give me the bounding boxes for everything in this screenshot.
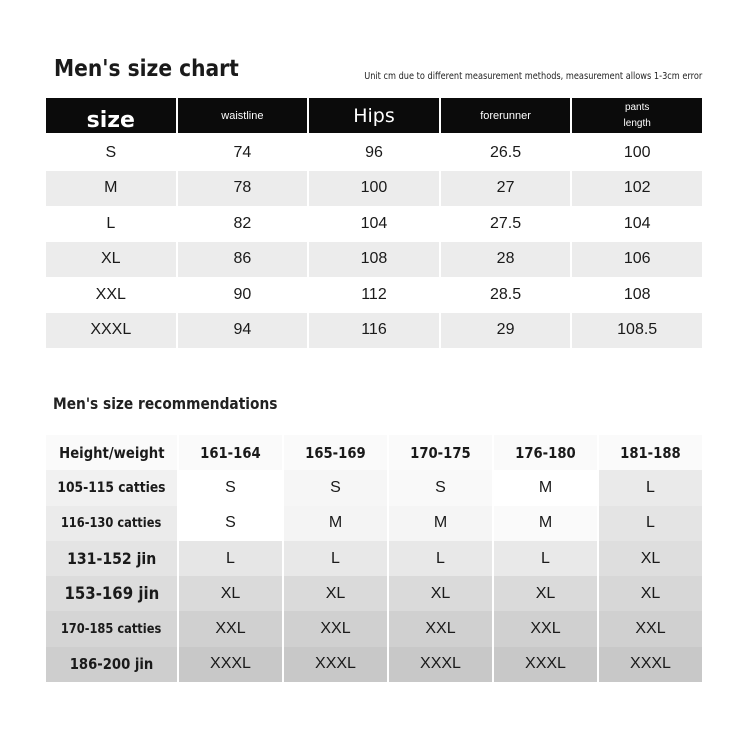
table-cell: S bbox=[179, 470, 282, 505]
table-cell: M bbox=[494, 470, 597, 505]
page-title: Men's size chart bbox=[54, 56, 239, 82]
header-height-weight bbox=[46, 435, 177, 470]
table-cell: 86 bbox=[178, 242, 308, 278]
header-label: 161-164 bbox=[200, 443, 261, 462]
header-pants-length bbox=[572, 98, 702, 133]
header-length: length bbox=[623, 117, 651, 129]
table-cell: 104 bbox=[360, 214, 388, 232]
table-cell: XL bbox=[389, 576, 492, 611]
table-cell: XXXL bbox=[46, 313, 176, 349]
header-label: 181-188 bbox=[620, 443, 681, 462]
table-cell: 106 bbox=[572, 242, 702, 278]
table-cell: 100 bbox=[309, 171, 439, 207]
header-size: size bbox=[46, 98, 176, 133]
table-row bbox=[46, 470, 702, 505]
table-cell: XL bbox=[179, 576, 282, 611]
table-row bbox=[46, 541, 702, 576]
table-cell: M bbox=[46, 171, 176, 207]
table-cell: M bbox=[284, 506, 387, 541]
row-label bbox=[46, 647, 177, 682]
table-cell: 94 bbox=[178, 313, 308, 349]
header-waistline: waistline bbox=[178, 98, 308, 133]
measurement-note: Unit cm due to different measurement methods, measurement allows 1-3cm error bbox=[363, 71, 702, 82]
table-cell: S bbox=[105, 143, 117, 161]
row-label-text: 116-130 catties bbox=[61, 515, 162, 531]
header-forerunner: forerunner bbox=[441, 98, 571, 133]
size-recommendation-table bbox=[46, 435, 702, 682]
table-cell: 96 bbox=[365, 143, 383, 161]
header-height-range bbox=[284, 435, 387, 470]
table-cell: XXL bbox=[599, 611, 702, 646]
table-cell: L bbox=[179, 541, 282, 576]
row-label-text: 170-185 catties bbox=[61, 621, 162, 637]
table-cell: 27.5 bbox=[490, 214, 522, 232]
table-row bbox=[46, 647, 702, 682]
table-cell: L bbox=[599, 470, 702, 505]
table-row bbox=[46, 576, 702, 611]
table-cell: 28.5 bbox=[490, 285, 522, 303]
row-label bbox=[46, 506, 177, 541]
row-label-text: 153-169 jin bbox=[64, 583, 159, 604]
table-cell: XXL bbox=[494, 611, 597, 646]
table-cell: 102 bbox=[572, 171, 702, 207]
header-height-range bbox=[179, 435, 282, 470]
table-cell: XXXL bbox=[179, 647, 282, 682]
recommendations-title: Men's size recommendations bbox=[53, 394, 278, 413]
table-cell: L bbox=[389, 541, 492, 576]
table-cell: 104 bbox=[623, 214, 651, 232]
table-cell: 26.5 bbox=[490, 143, 522, 161]
row-label bbox=[46, 611, 177, 646]
table-cell: XXL bbox=[389, 611, 492, 646]
table-row bbox=[46, 611, 702, 646]
table-row bbox=[46, 206, 702, 242]
table-cell: XXL bbox=[179, 611, 282, 646]
size-chart-table bbox=[46, 98, 702, 348]
table-cell: 29 bbox=[441, 313, 571, 349]
table-cell: XXL bbox=[95, 285, 126, 303]
row-label bbox=[46, 541, 177, 576]
table-cell: XL bbox=[46, 242, 176, 278]
header-height-range bbox=[494, 435, 597, 470]
header-label: 176-180 bbox=[515, 443, 576, 462]
size-chart-header-row bbox=[46, 98, 702, 133]
table-cell: 108.5 bbox=[572, 313, 702, 349]
table-cell: M bbox=[389, 506, 492, 541]
table-cell: L bbox=[284, 541, 387, 576]
table-row bbox=[46, 277, 702, 313]
table-cell: 112 bbox=[361, 285, 387, 303]
table-cell: M bbox=[494, 506, 597, 541]
table-cell: XL bbox=[284, 576, 387, 611]
table-cell: 28 bbox=[441, 242, 571, 278]
header-hips: Hips bbox=[309, 98, 439, 133]
table-cell: XXXL bbox=[284, 647, 387, 682]
table-cell: S bbox=[284, 470, 387, 505]
table-row bbox=[46, 313, 702, 349]
table-cell: 108 bbox=[309, 242, 439, 278]
table-cell: XXXL bbox=[494, 647, 597, 682]
table-cell: XL bbox=[599, 576, 702, 611]
table-cell: L bbox=[494, 541, 597, 576]
table-cell: S bbox=[389, 470, 492, 505]
table-cell: 82 bbox=[233, 214, 252, 232]
table-row bbox=[46, 242, 702, 278]
table-cell: 74 bbox=[233, 143, 252, 161]
table-cell: 78 bbox=[178, 171, 308, 207]
table-cell: S bbox=[179, 506, 282, 541]
table-row bbox=[46, 171, 702, 207]
table-row bbox=[46, 135, 702, 171]
row-label bbox=[46, 576, 177, 611]
row-label-text: 105-115 catties bbox=[57, 479, 166, 496]
header-pants: pants bbox=[624, 101, 650, 113]
table-cell: 116 bbox=[309, 313, 439, 349]
table-cell: L bbox=[106, 214, 116, 232]
header-label: Height/weight bbox=[58, 443, 165, 462]
table-cell: XXXL bbox=[389, 647, 492, 682]
table-cell: XXXL bbox=[599, 647, 702, 682]
table-cell: 108 bbox=[623, 285, 651, 303]
header-height-range bbox=[389, 435, 492, 470]
table-cell: L bbox=[599, 506, 702, 541]
header-label: 170-175 bbox=[410, 443, 471, 462]
recommendation-header-row bbox=[46, 435, 702, 470]
table-cell: 27 bbox=[441, 171, 571, 207]
row-label-text: 131-152 jin bbox=[66, 549, 157, 569]
header-height-range bbox=[599, 435, 702, 470]
table-row bbox=[46, 506, 702, 541]
row-label-text: 186-200 jin bbox=[69, 655, 154, 674]
row-label bbox=[46, 470, 177, 505]
header-label: 165-169 bbox=[305, 443, 366, 462]
table-cell: XXL bbox=[284, 611, 387, 646]
table-cell: 100 bbox=[623, 143, 651, 161]
table-cell: XL bbox=[494, 576, 597, 611]
table-cell: XL bbox=[599, 541, 702, 576]
table-cell: 90 bbox=[233, 285, 252, 303]
